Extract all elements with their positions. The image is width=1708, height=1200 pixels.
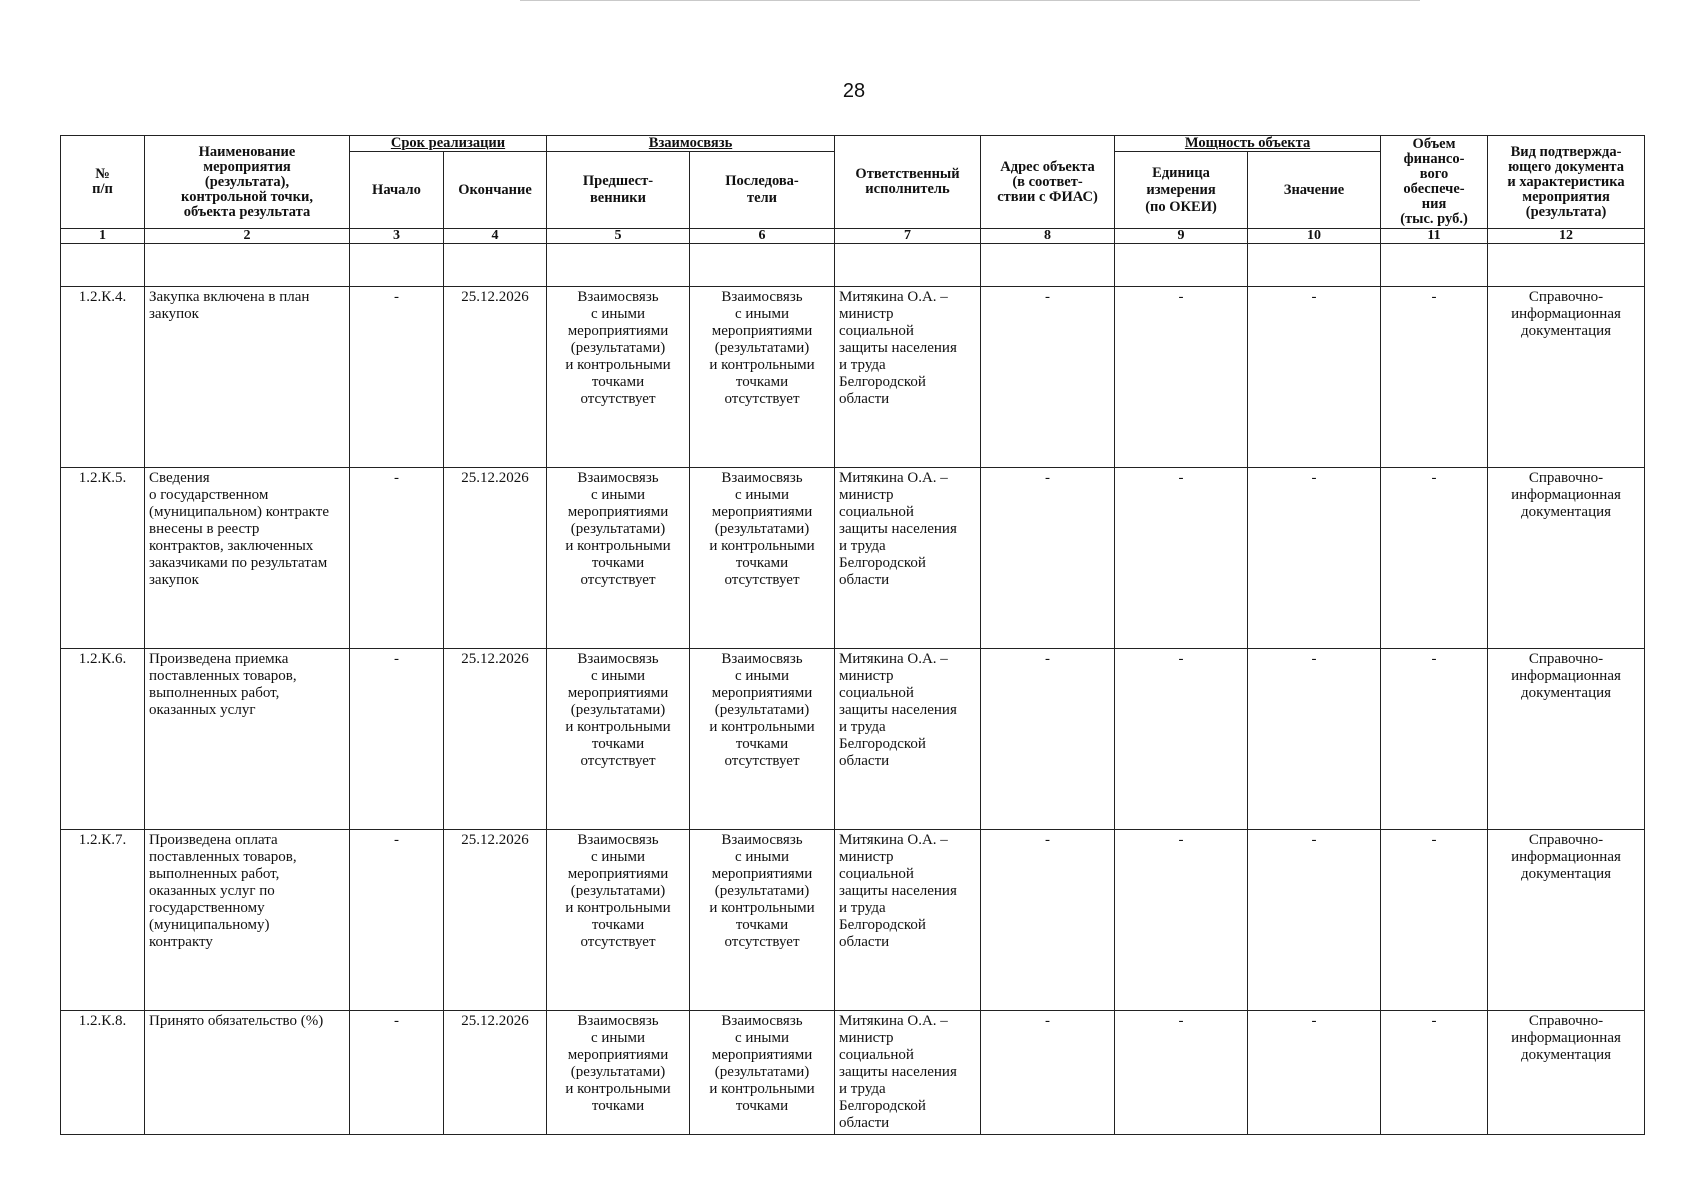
header-link-group: Взаимосвязь	[547, 136, 835, 152]
header-successors: Последова- тели	[690, 152, 835, 229]
table-row	[61, 468, 1645, 649]
cell-name: Закупка включена в план закупок	[145, 287, 350, 468]
cell-start: -	[350, 649, 444, 830]
scan-edge-line	[520, 0, 1420, 1]
cell-num: 1.2.К.8.	[61, 1011, 145, 1135]
cell-value: -	[1248, 468, 1381, 649]
column-number: 11	[1381, 229, 1488, 244]
cell-finance: -	[1381, 830, 1488, 1011]
cell-unit: -	[1115, 468, 1248, 649]
cell-address: -	[981, 287, 1115, 468]
header-end: Окончание	[444, 152, 547, 229]
column-number: 9	[1115, 229, 1248, 244]
header-value: Значение	[1248, 152, 1381, 229]
cell-start: -	[350, 287, 444, 468]
cell-value: -	[1248, 1011, 1381, 1135]
cell-end: 25.12.2026	[444, 468, 547, 649]
cell-executor: Митякина О.А. – министр социальной защиты населения и труда Белгородской области	[835, 649, 981, 830]
column-number: 6	[690, 229, 835, 244]
table-row	[61, 287, 1645, 468]
cell-predecessors: Взаимосвязь с иными мероприятиями (результатами) и контрольными точками отсутствует	[547, 287, 690, 468]
cell-doc-type: Справочно- информационная документация	[1488, 287, 1645, 468]
cell-start: -	[350, 1011, 444, 1135]
cell-value: -	[1248, 830, 1381, 1011]
cell-successors: Взаимосвязь с иными мероприятиями (результатами) и контрольными точками отсутствует	[690, 468, 835, 649]
cell-name: Сведения о государственном (муниципальном) контракте внесены в реестр контрактов, заключенных заказчиками по результатам закупок	[145, 468, 350, 649]
header-finance: Объем финансо- вого обеспече- ния (тыс. руб.)	[1381, 136, 1488, 229]
column-number: 10	[1248, 229, 1381, 244]
header-period-group: Срок реализации	[350, 136, 547, 152]
cell-address: -	[981, 830, 1115, 1011]
cell-doc-type: Справочно- информационная документация	[1488, 1011, 1645, 1135]
cell-num: 1.2.К.7.	[61, 830, 145, 1011]
cell-finance: -	[1381, 468, 1488, 649]
cell-executor: Митякина О.А. – министр социальной защиты населения и труда Белгородской области	[835, 1011, 981, 1135]
header-predecessors: Предшест- венники	[547, 152, 690, 229]
cell-successors: Взаимосвязь с иными мероприятиями (результатами) и контрольными точками отсутствует	[690, 649, 835, 830]
table-row	[61, 1011, 1645, 1135]
cell-address: -	[981, 649, 1115, 830]
cell-predecessors: Взаимосвязь с иными мероприятиями (результатами) и контрольными точками отсутствует	[547, 468, 690, 649]
cell-executor: Митякина О.А. – министр социальной защиты населения и труда Белгородской области	[835, 468, 981, 649]
plan-table	[60, 135, 1645, 1135]
header-row-column-numbers	[61, 229, 1645, 244]
cell-predecessors: Взаимосвязь с иными мероприятиями (результатами) и контрольными точками отсутствует	[547, 830, 690, 1011]
header-capacity-group: Мощность объекта	[1115, 136, 1381, 152]
cell-predecessors: Взаимосвязь с иными мероприятиями (результатами) и контрольными точками отсутствует	[547, 649, 690, 830]
column-number: 5	[547, 229, 690, 244]
cell-finance: -	[1381, 1011, 1488, 1135]
cell-unit: -	[1115, 830, 1248, 1011]
cell-successors: Взаимосвязь с иными мероприятиями (результатами) и контрольными точками	[690, 1011, 835, 1135]
cell-end: 25.12.2026	[444, 649, 547, 830]
table-row	[61, 830, 1645, 1011]
cell-address: -	[981, 1011, 1115, 1135]
cell-finance: -	[1381, 649, 1488, 830]
cell-successors: Взаимосвязь с иными мероприятиями (результатами) и контрольными точками отсутствует	[690, 287, 835, 468]
table-row-blank	[61, 244, 1645, 287]
cell-finance: -	[1381, 287, 1488, 468]
cell-successors: Взаимосвязь с иными мероприятиями (результатами) и контрольными точками отсутствует	[690, 830, 835, 1011]
cell-end: 25.12.2026	[444, 830, 547, 1011]
cell-start: -	[350, 830, 444, 1011]
cell-end: 25.12.2026	[444, 1011, 547, 1135]
cell-executor: Митякина О.А. – министр социальной защиты населения и труда Белгородской области	[835, 830, 981, 1011]
header-executor: Ответственный исполнитель	[835, 136, 981, 229]
cell-name: Принято обязательство (%)	[145, 1011, 350, 1135]
cell-end: 25.12.2026	[444, 287, 547, 468]
cell-doc-type: Справочно- информационная документация	[1488, 468, 1645, 649]
header-name: Наименование мероприятия (результата), контрольной точки, объекта результата	[145, 136, 350, 229]
header-start: Начало	[350, 152, 444, 229]
column-number: 1	[61, 229, 145, 244]
column-number: 2	[145, 229, 350, 244]
column-number: 3	[350, 229, 444, 244]
cell-address: -	[981, 468, 1115, 649]
cell-doc-type: Справочно- информационная документация	[1488, 830, 1645, 1011]
cell-name: Произведена оплата поставленных товаров, выполненных работ, оказанных услуг по государственному (муниципальному) контракту	[145, 830, 350, 1011]
cell-num: 1.2.К.6.	[61, 649, 145, 830]
cell-start: -	[350, 468, 444, 649]
cell-name: Произведена приемка поставленных товаров, выполненных работ, оказанных услуг	[145, 649, 350, 830]
cell-unit: -	[1115, 649, 1248, 830]
cell-num: 1.2.К.4.	[61, 287, 145, 468]
cell-value: -	[1248, 287, 1381, 468]
header-num: № п/п	[61, 136, 145, 229]
column-number: 4	[444, 229, 547, 244]
column-number: 7	[835, 229, 981, 244]
cell-num: 1.2.К.5.	[61, 468, 145, 649]
table-row	[61, 649, 1645, 830]
header-row-group	[61, 136, 1645, 152]
cell-executor: Митякина О.А. – министр социальной защиты населения и труда Белгородской области	[835, 287, 981, 468]
page-number: 28	[842, 80, 866, 102]
column-number: 12	[1488, 229, 1645, 244]
cell-predecessors: Взаимосвязь с иными мероприятиями (результатами) и контрольными точками	[547, 1011, 690, 1135]
cell-value: -	[1248, 649, 1381, 830]
column-number: 8	[981, 229, 1115, 244]
cell-unit: -	[1115, 287, 1248, 468]
header-unit: Единица измерения (по ОКЕИ)	[1115, 152, 1248, 229]
cell-doc-type: Справочно- информационная документация	[1488, 649, 1645, 830]
header-address: Адрес объекта (в соответ- ствии с ФИАС)	[981, 136, 1115, 229]
cell-unit: -	[1115, 1011, 1248, 1135]
header-doc-type: Вид подтвержда- ющего документа и характеристика мероприятия (результата)	[1488, 136, 1645, 229]
